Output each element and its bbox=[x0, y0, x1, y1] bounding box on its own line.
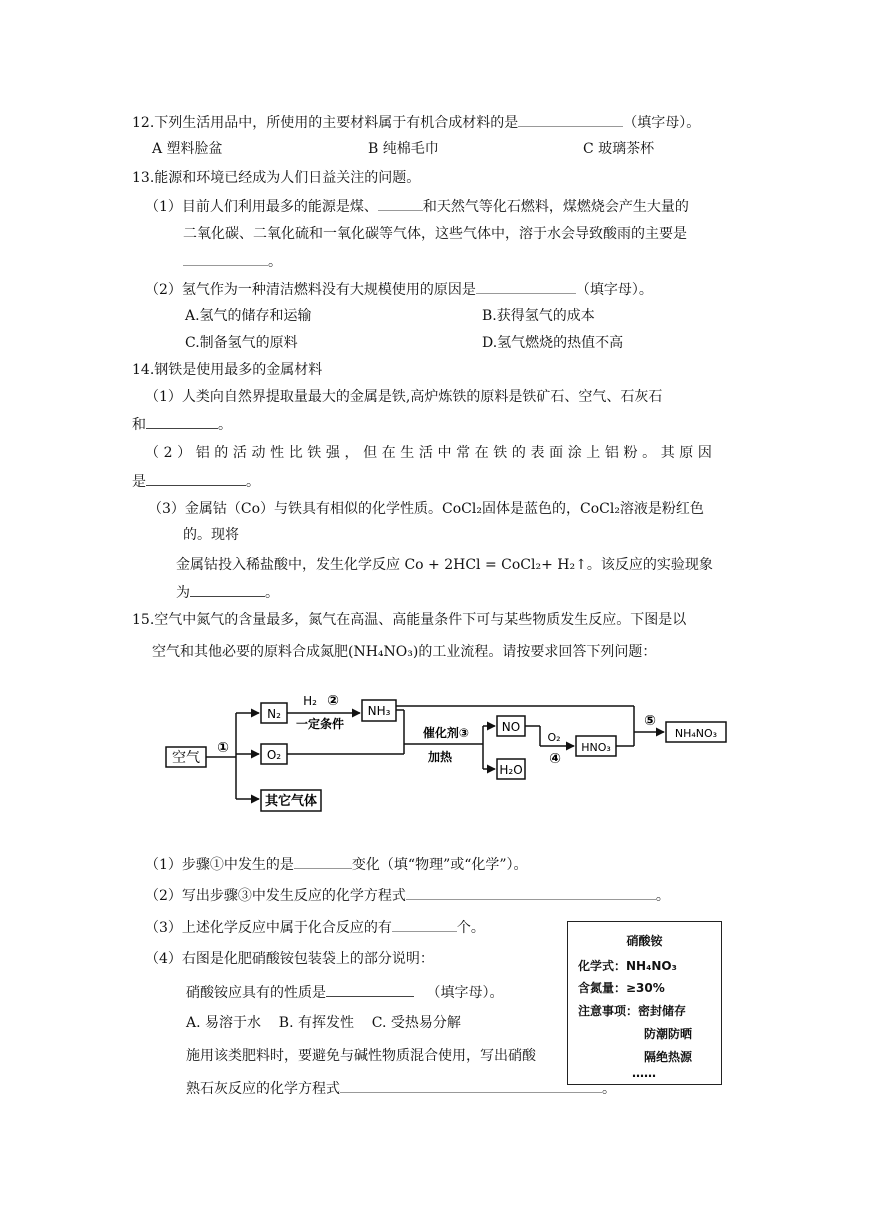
q15-part4-line1: （4）右图是化肥硝酸铵包装袋上的部分说明： bbox=[145, 951, 434, 967]
heat-label: 加热 bbox=[427, 750, 453, 764]
q15-blank-2[interactable] bbox=[406, 885, 656, 900]
no-label: NO bbox=[501, 720, 521, 734]
n2-label: N₂ bbox=[267, 707, 281, 721]
q13-option-b: B.获得氢气的成本 bbox=[482, 308, 595, 324]
q15-part2: （2）写出步骤③中发生反应的化学方程式 。 bbox=[145, 885, 670, 906]
label-dots: …… bbox=[632, 1066, 656, 1080]
q15-blank-5[interactable] bbox=[340, 1078, 602, 1093]
q15-part4-options: A. 易溶于水 B. 有挥发性 C. 受热易分解 bbox=[186, 1015, 461, 1031]
label-formula: 化学式：NH₄NO₃ bbox=[578, 959, 677, 973]
nh3-label: NH₃ bbox=[367, 704, 391, 718]
o2-reagent-label: O₂ bbox=[547, 731, 561, 744]
q13-part1-line3: 。 bbox=[183, 251, 282, 272]
q13-blank-2[interactable] bbox=[183, 251, 268, 266]
q13-option-c: C.制备氢气的原料 bbox=[185, 335, 298, 351]
q13-blank-3[interactable] bbox=[476, 279, 576, 294]
step1-label: ① bbox=[217, 740, 229, 756]
fertilizer-label-box bbox=[567, 921, 722, 1085]
h2o-label: H₂O bbox=[499, 763, 523, 777]
q14-part3-line1: （3）金属钴（Co）与铁具有相似的化学性质。CoCl₂固体是蓝色的，CoCl₂溶液是粉红色 bbox=[148, 501, 704, 517]
q14-stem: 14.钢铁是使用最多的金属材料 bbox=[132, 362, 323, 378]
label-nitrogen: 含氮量：≥30% bbox=[578, 981, 665, 995]
o2-label: O₂ bbox=[266, 748, 282, 762]
q14-part2-line2: 是 。 bbox=[132, 471, 260, 492]
q15-part1: （1）步骤①中发生的是 变化（填“物理”或“化学”）。 bbox=[145, 854, 528, 875]
q12-option-c: C 玻璃茶杯 bbox=[583, 141, 655, 157]
q15-part4-line4: 施用该类肥料时，要避免与碱性物质混合使用，写出硝酸 bbox=[186, 1048, 536, 1064]
q14-part3-line3: 金属钴投入稀盐酸中，发生化学反应 Co + 2HCl = CoCl₂+ H₂↑。该反应的实验现象 bbox=[176, 557, 713, 573]
q12-answer-blank[interactable] bbox=[518, 112, 623, 127]
q15-blank-1[interactable] bbox=[294, 854, 352, 869]
q14-part2-line1: （2）铝的活动性比铁强，但在生活中常在铁的表面涂上铝粉。其原因 bbox=[145, 445, 717, 461]
q15-blank-4[interactable] bbox=[326, 982, 414, 997]
q14-blank-1[interactable] bbox=[146, 414, 218, 429]
q15-blank-3[interactable] bbox=[392, 917, 457, 932]
q14-part1-line2: 和 。 bbox=[132, 414, 232, 435]
q13-option-a: A.氢气的储存和运输 bbox=[185, 308, 312, 324]
q13-stem: 13.能源和环境已经成为人们日益关注的问题。 bbox=[132, 170, 421, 186]
q14-part3-line2: 的。现将 bbox=[183, 527, 239, 543]
h2-label: H₂ bbox=[303, 694, 317, 708]
label-title: 硝酸铵 bbox=[626, 934, 663, 948]
catalyst-label: 催化剂③ bbox=[422, 726, 470, 740]
step2-label: ② bbox=[327, 693, 339, 709]
q15-part4-line5: 熟石灰反应的化学方程式 。 bbox=[186, 1078, 616, 1099]
air-label: 空气 bbox=[172, 750, 200, 766]
q14-part1-line1: （1）人类向自然界提取量最大的金属是铁,高炉炼铁的原料是铁矿石、空气、石灰石 bbox=[145, 389, 663, 405]
q15-stem-line1: 15.空气中氮气的含量最多，氮气在高温、高能量条件下可与某些物质发生反应。下图是以 bbox=[132, 612, 687, 628]
q15-part3: （3）上述化学反应中属于化合反应的有 个。 bbox=[145, 917, 485, 938]
q12-option-b: B 纯棉毛巾 bbox=[368, 141, 439, 157]
q15-part4-line2: 硝酸铵应具有的性质是 （填字母）。 bbox=[186, 982, 503, 1003]
label-note-2: 防潮防晒 bbox=[644, 1027, 693, 1041]
q13-option-d: D.氢气燃烧的热值不高 bbox=[482, 335, 624, 351]
q14-part3-line4: 为 。 bbox=[176, 582, 279, 603]
q13-part1-line2: 二氧化碳、二氧化硫和一氧化碳等气体，这些气体中，溶于水会导致酸雨的主要是 bbox=[183, 226, 687, 242]
q13-blank-1[interactable] bbox=[378, 196, 423, 211]
flow-diagram bbox=[150, 685, 740, 820]
q15-stem-line2: 空气和其他必要的原料合成氮肥(NH₄NO₃)的工业流程。请按要求回答下列问题： bbox=[152, 644, 657, 660]
q12-option-a: A 塑料脸盆 bbox=[152, 141, 223, 157]
condition-label: 一定条件 bbox=[295, 717, 345, 731]
hno3-label: HNO₃ bbox=[581, 741, 611, 754]
q13-part2: （2）氢气作为一种清洁燃料没有大规模使用的原因是 （填字母）。 bbox=[145, 279, 653, 300]
label-note-3: 隔绝热源 bbox=[644, 1050, 693, 1064]
product-label: NH₄NO₃ bbox=[674, 727, 718, 740]
q14-blank-3[interactable] bbox=[190, 582, 265, 597]
other-gas-label: 其它气体 bbox=[264, 794, 318, 809]
q13-part1-line1: （1）目前人们利用最多的能源是煤、 和天然气等化石燃料，煤燃烧会产生大量的 bbox=[145, 196, 689, 217]
label-notes: 注意事项：密封储存 bbox=[578, 1004, 687, 1018]
step4-label: ④ bbox=[549, 751, 561, 767]
q14-blank-2[interactable] bbox=[146, 471, 246, 486]
q12-stem: 12.下列生活用品中，所使用的主要材料属于有机合成材料的是 （填字母）。 bbox=[132, 112, 700, 133]
step5-label: ⑤ bbox=[644, 713, 656, 729]
